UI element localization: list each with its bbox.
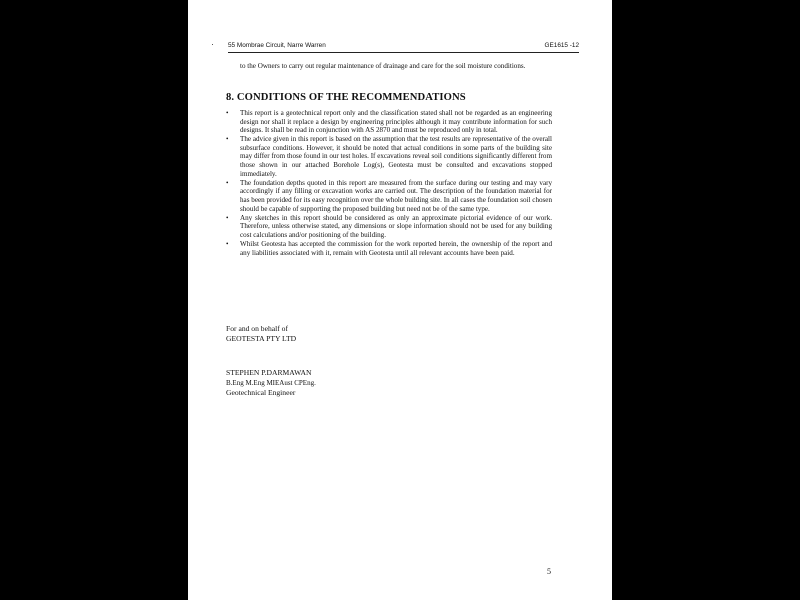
scan-mark [212, 44, 213, 45]
bullet-icon: • [226, 135, 229, 144]
header-divider [228, 52, 579, 53]
signer-title: Geotechnical Engineer [226, 388, 296, 398]
signoff-block [226, 324, 296, 344]
section-heading: 8. CONDITIONS OF THE RECOMMENDATIONS [226, 92, 466, 103]
bullet-icon: • [226, 178, 229, 187]
signoff-line: For and on behalf of [226, 324, 288, 333]
bullet-icon: • [226, 213, 229, 222]
list-item-text: This report is a geotechnical report only and the classification stated shall not be regarded as an engineering design nor shall it replace a design by engineering principles although it may contribute information for such designs. It shall be read in conjunction with AS 2870 and must be reproduced only in total. [240, 109, 552, 135]
list-item-text: Whilst Geotesta has accepted the commission for the work reported herein, the ownership of the report and any liabilities associated with it, remain with Geotesta until all relevant accounts have been paid. [240, 239, 552, 257]
page-number: 5 [547, 567, 551, 576]
list-item-text: The advice given in this report is based on the assumption that the test results are representative of the overall subsurface conditions. However, it should be noted that actual conditions in some parts of the building site may differ from those found in our test holes. If excavations reveal soil conditions significantly different from those shown in our attached Borehole Log(s), Geotesta must be consulted and excavations stopped immediately. [240, 135, 552, 178]
list-item-text: Any sketches in this report should be considered as only an approximate pictorial evidence of our work. Therefore, unless otherwise stated, any dimensions or slope information should not be used for any building cost calculations and/or positioning of the building. [240, 213, 552, 239]
conditions-list [226, 109, 552, 258]
list-item [226, 109, 552, 135]
signer-name: STEPHEN P.DARMAWAN [226, 368, 312, 377]
continuation-paragraph: to the Owners to carry out regular maintenance of drainage and care for the soil moisture conditions. [240, 62, 526, 70]
bullet-icon: • [226, 239, 229, 248]
header-reference: GE1615 -12 [544, 42, 579, 49]
list-item [226, 240, 552, 257]
document-page [188, 0, 612, 600]
signer-qualifications: B.Eng M.Eng MIEAust CPEng. [226, 379, 316, 388]
list-item [226, 214, 552, 240]
list-item [226, 179, 552, 213]
signer-block [226, 368, 316, 399]
header-address: 55 Mombrae Circuit, Narre Warren [228, 42, 326, 49]
list-item [226, 135, 552, 178]
company-name: GEOTESTA PTY LTD [226, 334, 297, 344]
bullet-icon: • [226, 109, 229, 117]
list-item-text: The foundation depths quoted in this report are measured from the surface during our testing and may vary accordingly if any filling or excavation works are carried out. The description of the foundation material for has been provided for its easy recognition over the whole building site. In all cases the foundation soil chosen should be capable of supporting the proposed building but need not be of the same type. [240, 178, 552, 213]
